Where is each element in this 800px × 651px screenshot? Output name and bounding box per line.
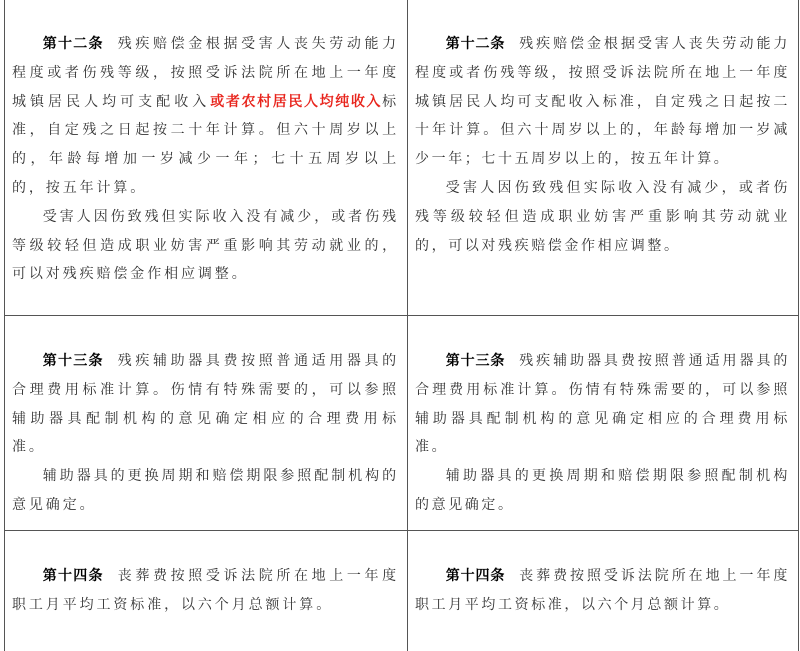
- clause-text: 残疾赔偿金根据受害人丧失劳动能力程度或者伤残等级，按照受诉法院所在地上一年度城镇居民人均可支配收入标准，自定残之日起按二十年计算。但六十周岁以上的，年龄每增加一岁减少一年；七十五周岁以上的，按五年计算。: [415, 36, 790, 168]
- clause-text: 丧葬费按照受诉法院所在地上一年度职工月平均工资标准，以六个月总额计算。: [12, 568, 399, 613]
- article-number: 第十二条: [42, 36, 104, 52]
- clause-text: 残疾赔偿金根据受害人丧失劳动能力程度或者伤残等级，按照受诉法院所在地上一年度城镇居民人均可支配收入: [12, 36, 399, 110]
- article-number: 第十四条: [445, 568, 506, 584]
- paragraph: [12, 30, 399, 203]
- table-row: [5, 0, 799, 316]
- comparison-table: [4, 0, 799, 651]
- paragraph: 受害人因伤致残但实际收入没有减少，或者伤残等级较轻但造成职业妨害严重影响其劳动就业的，可以对残疾赔偿金作相应调整。: [12, 208, 399, 283]
- clause-text: 残疾辅助器具费按照普通适用器具的合理费用标准计算。伤情有特殊需要的，可以参照辅助器具配制机构的意见确定相应的合理费用标准。: [415, 353, 790, 456]
- article-number: 第十二条: [445, 36, 506, 52]
- old-version-cell: [5, 316, 408, 531]
- old-version-cell: [5, 0, 408, 316]
- table-row: [5, 316, 799, 531]
- clause-text: 丧葬费按照受诉法院所在地上一年度职工月平均工资标准，以六个月总额计算。: [415, 568, 790, 613]
- new-version-cell: [408, 531, 799, 651]
- paragraph: [415, 347, 790, 462]
- paragraph: [12, 562, 399, 620]
- table-row: [5, 531, 799, 651]
- article-number: 第十三条: [42, 353, 104, 369]
- highlighted-text: 或者农村居民人均纯收入: [210, 93, 383, 110]
- paragraph: 辅助器具的更换周期和赔偿期限参照配制机构的意见确定。: [12, 468, 399, 513]
- clause-text: 残疾辅助器具费按照普通适用器具的合理费用标准计算。伤情有特殊需要的，可以参照辅助器具配制机构的意见确定相应的合理费用标准。: [12, 353, 399, 456]
- new-version-cell: [408, 316, 799, 531]
- paragraph: 受害人因伤致残但实际收入没有减少，或者伤残等级较轻但造成职业妨害严重影响其劳动就业的，可以对残疾赔偿金作相应调整。: [415, 179, 790, 254]
- article-number: 第十三条: [445, 353, 506, 369]
- new-version-cell: [408, 0, 799, 316]
- article-number: 第十四条: [42, 568, 104, 584]
- old-version-cell: [5, 531, 408, 651]
- paragraph: [415, 30, 790, 174]
- paragraph: [415, 562, 790, 620]
- paragraph: [12, 347, 399, 462]
- clause-text: 标准，自定残之日起按二十年计算。但六十周岁以上的，年龄每增加一岁减少一年；七十五周岁以上的，按五年计算。: [12, 93, 399, 196]
- paragraph: 辅助器具的更换周期和赔偿期限参照配制机构的意见确定。: [415, 468, 790, 513]
